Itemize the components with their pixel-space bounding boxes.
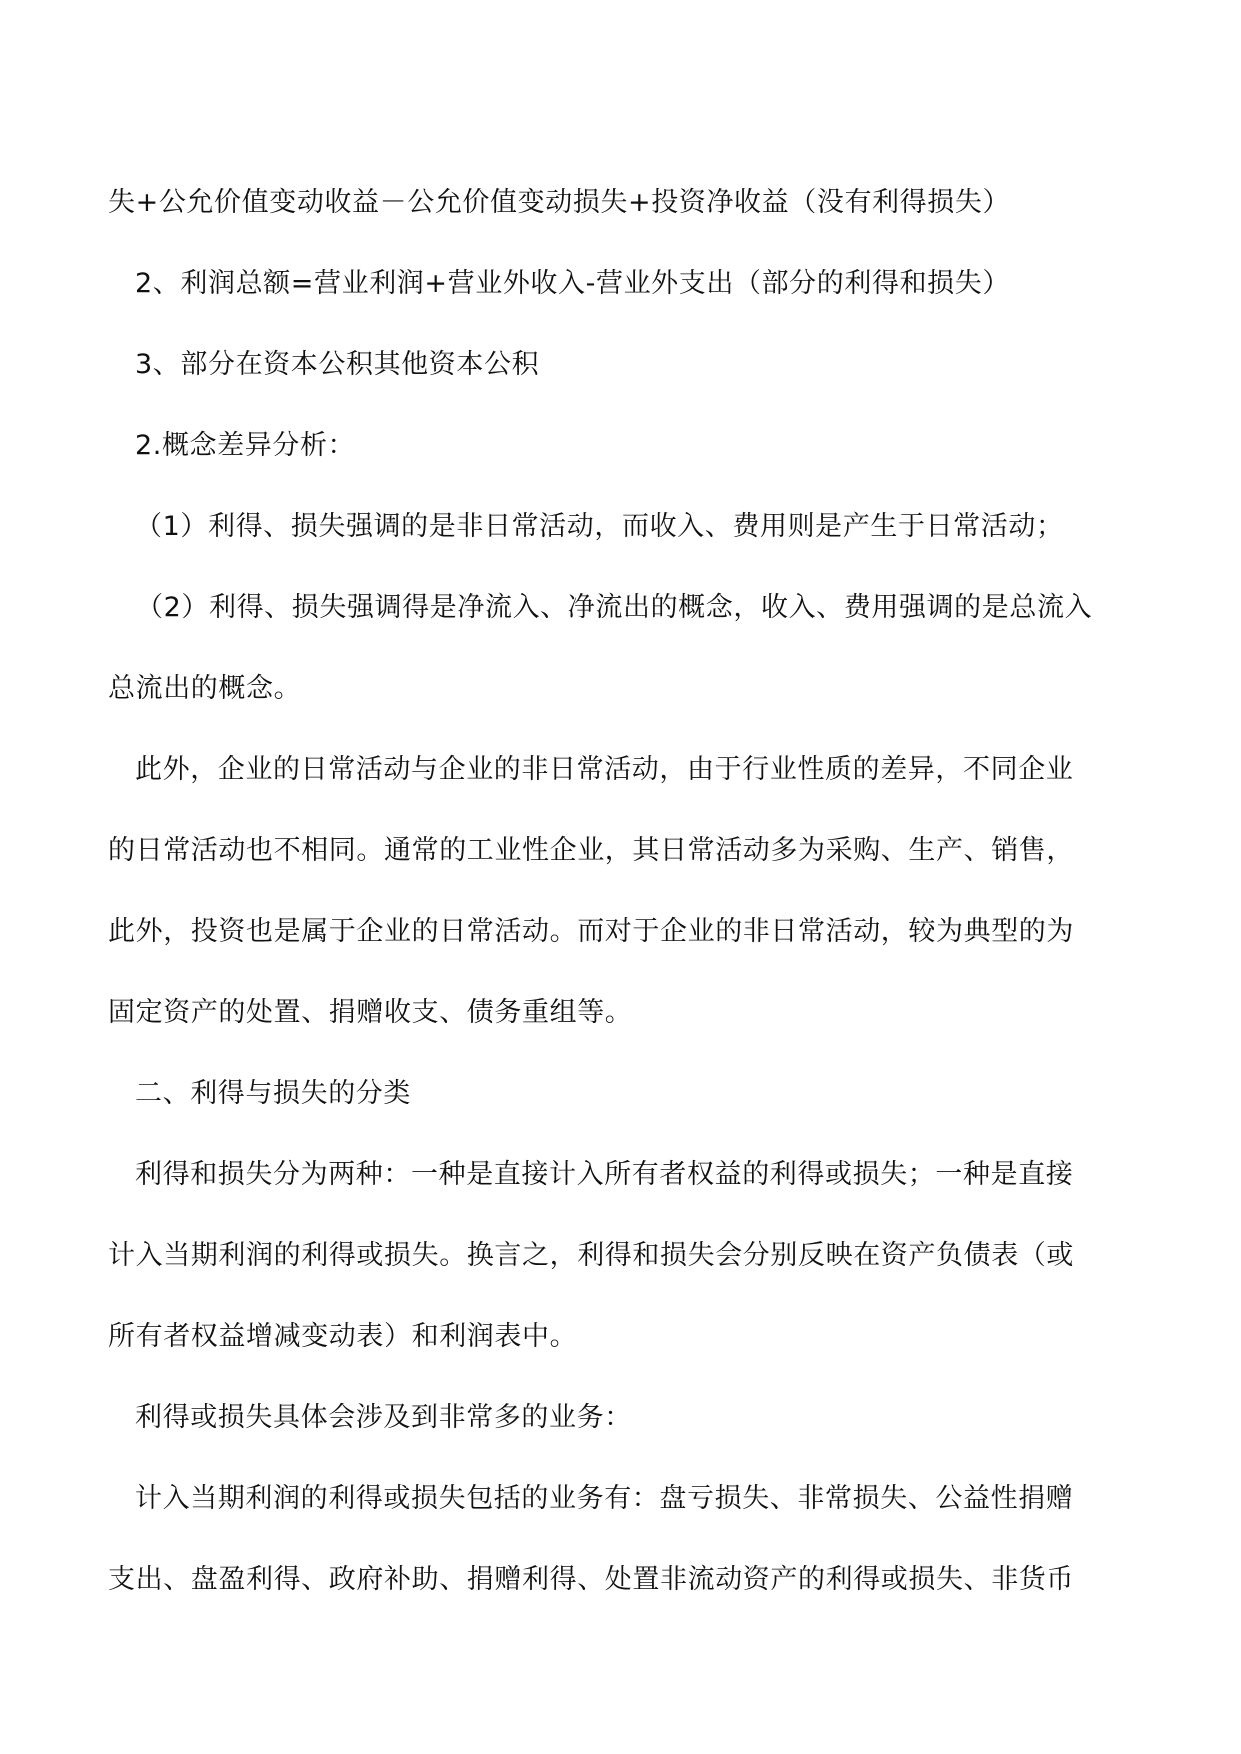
text-line-14: 计入当期利润的利得或损失。换言之，利得和损失会分别反映在资产负债表（或 — [108, 1240, 1074, 1271]
text-line-3: 3、部分在资本公积其他资本公积 — [135, 349, 540, 380]
text-line-13: 利得和损失分为两种：一种是直接计入所有者权益的利得或损失；一种是直接 — [135, 1159, 1074, 1190]
text-line-4: 2.概念差异分析： — [135, 430, 356, 461]
text-line-15: 所有者权益增减变动表）和利润表中。 — [108, 1321, 578, 1352]
text-line-11: 固定资产的处置、捐赠收支、债务重组等。 — [108, 997, 633, 1028]
text-line-5: （1）利得、损失强调的是非日常活动，而收入、费用则是产生于日常活动； — [135, 511, 1064, 542]
text-line-8: 此外，企业的日常活动与企业的非日常活动，由于行业性质的差异，不同企业 — [135, 754, 1074, 785]
text-line-7: 总流出的概念。 — [108, 673, 302, 704]
text-line-18: 支出、盘盈利得、政府补助、捐赠利得、处置非流动资产的利得或损失、非货币 — [108, 1564, 1074, 1595]
text-line-10: 此外，投资也是属于企业的日常活动。而对于企业的非日常活动，较为典型的为 — [108, 916, 1074, 947]
text-line-6: （2）利得、损失强调得是净流入、净流出的概念，收入、费用强调的是总流入 — [136, 592, 1093, 623]
text-line-17: 计入当期利润的利得或损失包括的业务有：盘亏损失、非常损失、公益性捐赠 — [135, 1483, 1074, 1514]
text-line-16: 利得或损失具体会涉及到非常多的业务： — [135, 1402, 632, 1433]
text-line-2: 2、利润总额=营业利润+营业外收入-营业外支出（部分的利得和损失） — [135, 268, 1010, 299]
document-body — [108, 162, 1142, 1620]
text-line-1: 失+公允价值变动收益－公允价值变动损失+投资净收益（没有利得损失） — [108, 187, 1011, 218]
text-line-9: 的日常活动也不相同。通常的工业性企业，其日常活动多为采购、生产、销售， — [108, 835, 1074, 866]
section-heading: 二、利得与损失的分类 — [135, 1078, 411, 1109]
